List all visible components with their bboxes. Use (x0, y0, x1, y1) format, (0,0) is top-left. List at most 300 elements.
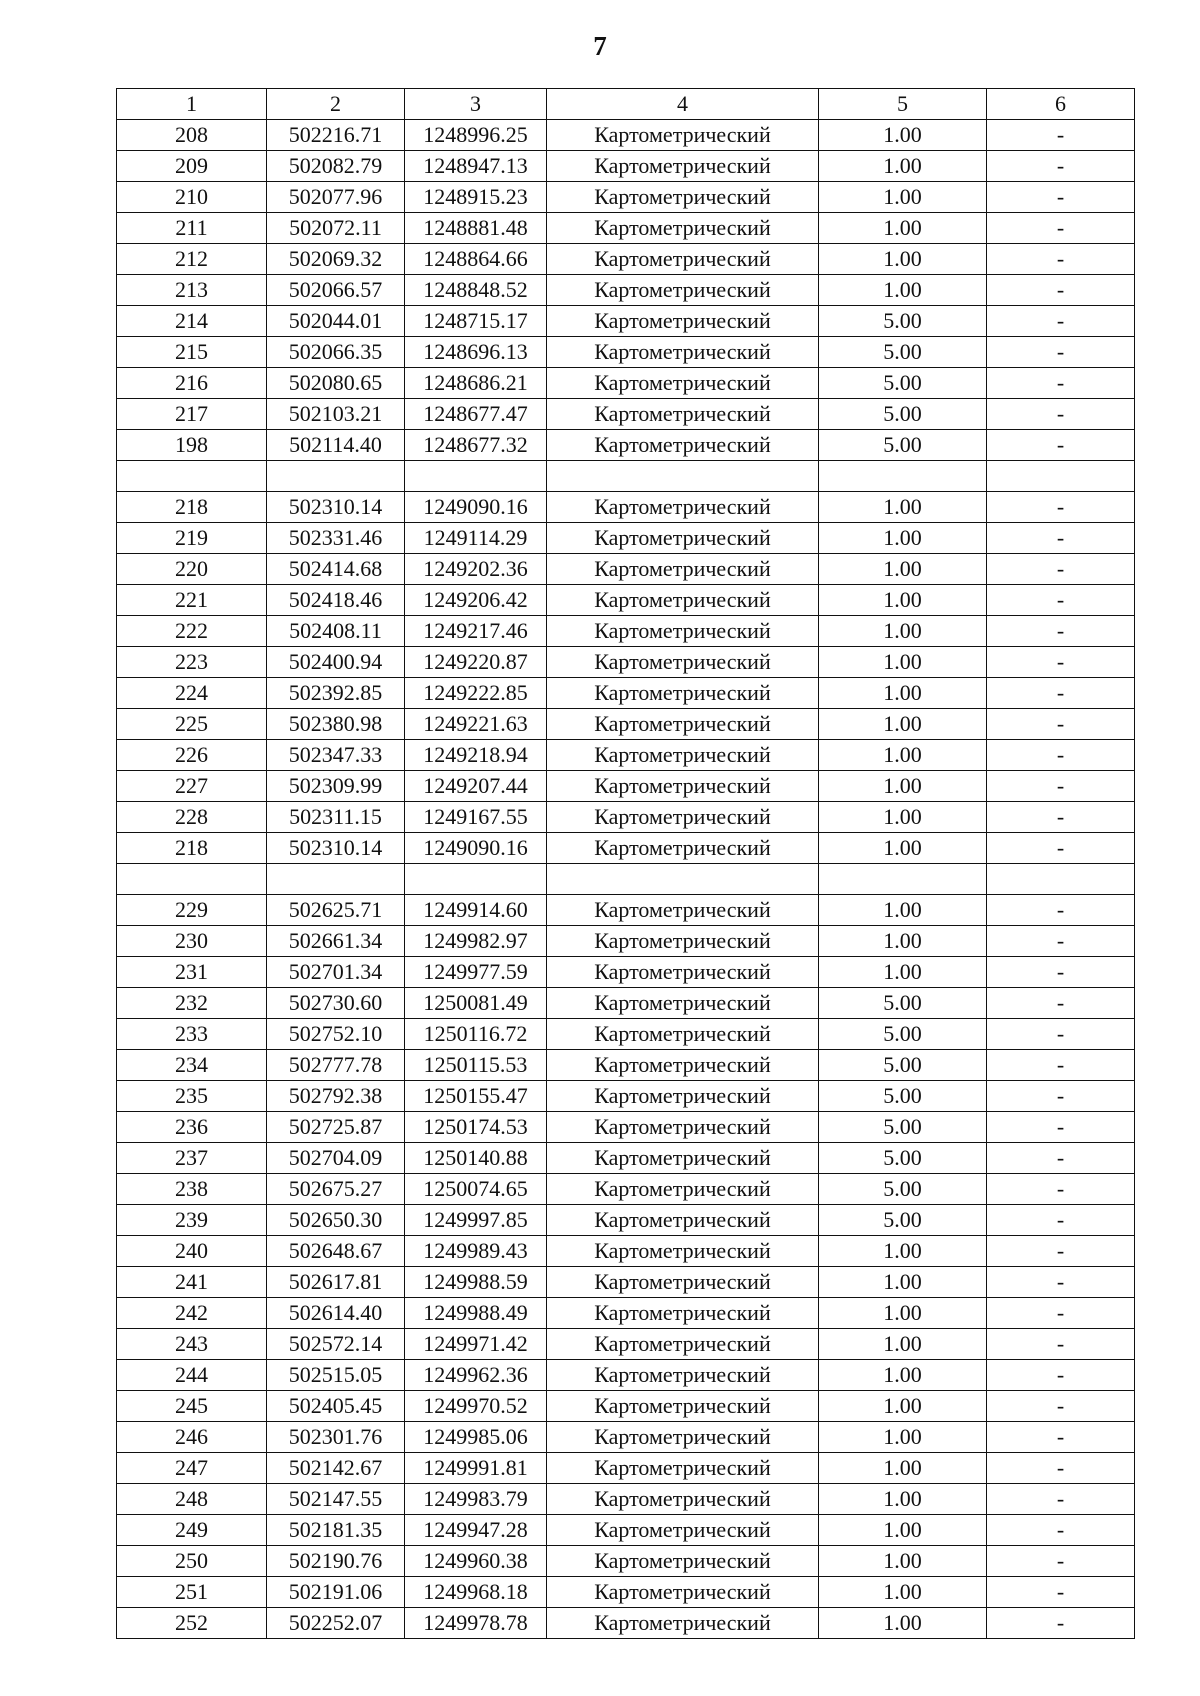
cell-method: Картометрический (547, 1143, 819, 1174)
table-row (117, 1484, 1135, 1515)
cell-method: Картометрический (547, 1205, 819, 1236)
cell-accuracy: 1.00 (819, 1422, 987, 1453)
cell-x-coordinate: 502309.99 (267, 771, 405, 802)
cell-y-coordinate: 1249982.97 (405, 926, 547, 957)
cell-description: - (987, 1205, 1135, 1236)
cell-y-coordinate (405, 461, 547, 492)
cell-method: Картометрический (547, 1422, 819, 1453)
cell-description: - (987, 1422, 1135, 1453)
cell-method: Картометрический (547, 275, 819, 306)
cell-point-number: 221 (117, 585, 267, 616)
table-row (117, 1608, 1135, 1639)
header-cell-3: 3 (405, 89, 547, 120)
cell-description: - (987, 957, 1135, 988)
table-row (117, 213, 1135, 244)
table-row (117, 771, 1135, 802)
table-row (117, 244, 1135, 275)
cell-accuracy: 5.00 (819, 1112, 987, 1143)
cell-description: - (987, 523, 1135, 554)
cell-method: Картометрический (547, 120, 819, 151)
cell-x-coordinate: 502301.76 (267, 1422, 405, 1453)
cell-method: Картометрический (547, 492, 819, 523)
cell-point-number: 223 (117, 647, 267, 678)
cell-description: - (987, 554, 1135, 585)
cell-method: Картометрический (547, 306, 819, 337)
cell-method: Картометрический (547, 926, 819, 957)
table-row (117, 1174, 1135, 1205)
cell-x-coordinate: 502614.40 (267, 1298, 405, 1329)
table-row (117, 368, 1135, 399)
table-row (117, 647, 1135, 678)
cell-method: Картометрический (547, 244, 819, 275)
cell-x-coordinate: 502072.11 (267, 213, 405, 244)
cell-x-coordinate: 502617.81 (267, 1267, 405, 1298)
cell-description: - (987, 368, 1135, 399)
cell-y-coordinate: 1250115.53 (405, 1050, 547, 1081)
cell-y-coordinate: 1249220.87 (405, 647, 547, 678)
table-row (117, 399, 1135, 430)
cell-accuracy: 1.00 (819, 1608, 987, 1639)
cell-point-number: 245 (117, 1391, 267, 1422)
cell-point-number: 218 (117, 833, 267, 864)
cell-point-number: 225 (117, 709, 267, 740)
cell-x-coordinate: 502730.60 (267, 988, 405, 1019)
header-cell-6: 6 (987, 89, 1135, 120)
cell-x-coordinate: 502252.07 (267, 1608, 405, 1639)
cell-y-coordinate: 1250074.65 (405, 1174, 547, 1205)
cell-description: - (987, 1143, 1135, 1174)
cell-description: - (987, 1360, 1135, 1391)
cell-method: Картометрический (547, 399, 819, 430)
cell-description: - (987, 337, 1135, 368)
cell-y-coordinate: 1249221.63 (405, 709, 547, 740)
cell-method: Картометрический (547, 213, 819, 244)
table-row (117, 802, 1135, 833)
cell-x-coordinate: 502310.14 (267, 492, 405, 523)
table-row (117, 306, 1135, 337)
table-row (117, 833, 1135, 864)
cell-accuracy: 1.00 (819, 120, 987, 151)
cell-description: - (987, 1577, 1135, 1608)
cell-accuracy: 1.00 (819, 275, 987, 306)
cell-x-coordinate: 502572.14 (267, 1329, 405, 1360)
cell-accuracy: 1.00 (819, 1391, 987, 1422)
cell-y-coordinate: 1248947.13 (405, 151, 547, 182)
cell-method: Картометрический (547, 182, 819, 213)
cell-y-coordinate: 1249914.60 (405, 895, 547, 926)
table-row (117, 492, 1135, 523)
table-row (117, 616, 1135, 647)
cell-method: Картометрический (547, 368, 819, 399)
cell-accuracy: 1.00 (819, 1329, 987, 1360)
cell-point-number (117, 864, 267, 895)
cell-description: - (987, 1081, 1135, 1112)
cell-x-coordinate (267, 864, 405, 895)
table-row (117, 1515, 1135, 1546)
cell-accuracy: 1.00 (819, 1453, 987, 1484)
cell-description: - (987, 771, 1135, 802)
cell-accuracy: 1.00 (819, 1267, 987, 1298)
cell-description (987, 461, 1135, 492)
cell-y-coordinate: 1248715.17 (405, 306, 547, 337)
cell-point-number: 229 (117, 895, 267, 926)
cell-x-coordinate: 502080.65 (267, 368, 405, 399)
cell-point-number: 250 (117, 1546, 267, 1577)
cell-method: Картометрический (547, 957, 819, 988)
cell-accuracy: 1.00 (819, 740, 987, 771)
cell-method: Картометрический (547, 1577, 819, 1608)
table-row (117, 1143, 1135, 1174)
cell-description: - (987, 1174, 1135, 1205)
table-row (117, 895, 1135, 926)
cell-method: Картометрический (547, 585, 819, 616)
cell-point-number: 252 (117, 1608, 267, 1639)
cell-point-number: 214 (117, 306, 267, 337)
cell-x-coordinate: 502082.79 (267, 151, 405, 182)
cell-description: - (987, 151, 1135, 182)
cell-method: Картометрический (547, 337, 819, 368)
cell-description: - (987, 1391, 1135, 1422)
cell-point-number: 237 (117, 1143, 267, 1174)
table-row (117, 709, 1135, 740)
cell-description: - (987, 647, 1135, 678)
cell-accuracy (819, 864, 987, 895)
cell-description: - (987, 1112, 1135, 1143)
cell-point-number: 239 (117, 1205, 267, 1236)
cell-point-number: 251 (117, 1577, 267, 1608)
cell-description: - (987, 275, 1135, 306)
cell-description: - (987, 1050, 1135, 1081)
cell-method: Картометрический (547, 151, 819, 182)
cell-point-number: 218 (117, 492, 267, 523)
cell-x-coordinate: 502310.14 (267, 833, 405, 864)
table-row (117, 988, 1135, 1019)
header-cell-4: 4 (547, 89, 819, 120)
cell-point-number: 213 (117, 275, 267, 306)
cell-method: Картометрический (547, 740, 819, 771)
cell-accuracy: 1.00 (819, 678, 987, 709)
cell-point-number: 248 (117, 1484, 267, 1515)
cell-y-coordinate: 1248848.52 (405, 275, 547, 306)
cell-x-coordinate: 502044.01 (267, 306, 405, 337)
table-row (117, 585, 1135, 616)
cell-accuracy: 5.00 (819, 399, 987, 430)
page-number: 7 (593, 31, 607, 61)
cell-description: - (987, 1608, 1135, 1639)
cell-x-coordinate: 502777.78 (267, 1050, 405, 1081)
table-row (117, 120, 1135, 151)
table-row (117, 1391, 1135, 1422)
cell-y-coordinate: 1250140.88 (405, 1143, 547, 1174)
cell-point-number: 215 (117, 337, 267, 368)
cell-point-number: 208 (117, 120, 267, 151)
table-row (117, 678, 1135, 709)
cell-x-coordinate: 502066.57 (267, 275, 405, 306)
cell-description: - (987, 1019, 1135, 1050)
cell-y-coordinate: 1249960.38 (405, 1546, 547, 1577)
cell-accuracy: 1.00 (819, 1484, 987, 1515)
cell-x-coordinate: 502661.34 (267, 926, 405, 957)
cell-accuracy: 1.00 (819, 709, 987, 740)
table-row (117, 740, 1135, 771)
header-row (117, 89, 1135, 120)
cell-description: - (987, 244, 1135, 275)
cell-y-coordinate: 1249983.79 (405, 1484, 547, 1515)
cell-point-number: 242 (117, 1298, 267, 1329)
cell-method: Картометрический (547, 1267, 819, 1298)
cell-method: Картометрический (547, 647, 819, 678)
cell-point-number: 233 (117, 1019, 267, 1050)
cell-y-coordinate: 1249947.28 (405, 1515, 547, 1546)
cell-point-number: 211 (117, 213, 267, 244)
table-row (117, 430, 1135, 461)
table-row (117, 1050, 1135, 1081)
cell-description: - (987, 1453, 1135, 1484)
cell-x-coordinate: 502190.76 (267, 1546, 405, 1577)
cell-description: - (987, 120, 1135, 151)
table-row (117, 926, 1135, 957)
cell-method: Картометрический (547, 523, 819, 554)
cell-y-coordinate: 1249167.55 (405, 802, 547, 833)
cell-accuracy: 5.00 (819, 1174, 987, 1205)
table-row (117, 1422, 1135, 1453)
cell-y-coordinate: 1249202.36 (405, 554, 547, 585)
cell-accuracy: 5.00 (819, 1143, 987, 1174)
cell-description: - (987, 306, 1135, 337)
cell-accuracy: 1.00 (819, 1360, 987, 1391)
cell-x-coordinate: 502147.55 (267, 1484, 405, 1515)
cell-point-number (117, 461, 267, 492)
cell-accuracy: 1.00 (819, 554, 987, 585)
cell-y-coordinate: 1249217.46 (405, 616, 547, 647)
cell-method (547, 864, 819, 895)
cell-point-number: 227 (117, 771, 267, 802)
cell-y-coordinate: 1248915.23 (405, 182, 547, 213)
table-row (117, 1081, 1135, 1112)
cell-accuracy: 1.00 (819, 1546, 987, 1577)
cell-accuracy: 1.00 (819, 1515, 987, 1546)
cell-accuracy: 5.00 (819, 430, 987, 461)
cell-x-coordinate: 502648.67 (267, 1236, 405, 1267)
cell-description: - (987, 1484, 1135, 1515)
cell-description: - (987, 1267, 1135, 1298)
table-row (117, 1236, 1135, 1267)
cell-x-coordinate: 502408.11 (267, 616, 405, 647)
cell-point-number: 246 (117, 1422, 267, 1453)
table-header (117, 89, 1135, 120)
cell-point-number: 209 (117, 151, 267, 182)
cell-method: Картометрический (547, 1453, 819, 1484)
cell-accuracy: 1.00 (819, 647, 987, 678)
cell-x-coordinate: 502103.21 (267, 399, 405, 430)
cell-accuracy: 1.00 (819, 926, 987, 957)
cell-accuracy: 1.00 (819, 616, 987, 647)
cell-y-coordinate: 1249968.18 (405, 1577, 547, 1608)
cell-point-number: 222 (117, 616, 267, 647)
cell-point-number: 210 (117, 182, 267, 213)
cell-y-coordinate: 1249991.81 (405, 1453, 547, 1484)
cell-accuracy: 5.00 (819, 1050, 987, 1081)
cell-method: Картометрический (547, 1081, 819, 1112)
cell-method: Картометрический (547, 1484, 819, 1515)
cell-x-coordinate: 502069.32 (267, 244, 405, 275)
cell-accuracy: 1.00 (819, 244, 987, 275)
cell-y-coordinate: 1249970.52 (405, 1391, 547, 1422)
cell-method: Картометрический (547, 771, 819, 802)
cell-y-coordinate: 1249090.16 (405, 492, 547, 523)
cell-accuracy: 5.00 (819, 1205, 987, 1236)
cell-method: Картометрический (547, 1329, 819, 1360)
cell-accuracy: 1.00 (819, 957, 987, 988)
cell-accuracy: 5.00 (819, 1081, 987, 1112)
cell-y-coordinate: 1248677.47 (405, 399, 547, 430)
cell-x-coordinate: 502114.40 (267, 430, 405, 461)
table-row (117, 182, 1135, 213)
cell-y-coordinate: 1250081.49 (405, 988, 547, 1019)
cell-point-number: 232 (117, 988, 267, 1019)
cell-method: Картометрический (547, 1608, 819, 1639)
cell-x-coordinate: 502725.87 (267, 1112, 405, 1143)
cell-description: - (987, 492, 1135, 523)
cell-description: - (987, 1329, 1135, 1360)
cell-x-coordinate: 502380.98 (267, 709, 405, 740)
cell-point-number: 243 (117, 1329, 267, 1360)
cell-x-coordinate: 502405.45 (267, 1391, 405, 1422)
table-row (117, 554, 1135, 585)
cell-method: Картометрический (547, 988, 819, 1019)
cell-description: - (987, 709, 1135, 740)
cell-x-coordinate: 502392.85 (267, 678, 405, 709)
cell-point-number: 220 (117, 554, 267, 585)
cell-x-coordinate: 502650.30 (267, 1205, 405, 1236)
cell-accuracy: 1.00 (819, 1577, 987, 1608)
cell-x-coordinate: 502752.10 (267, 1019, 405, 1050)
cell-description (987, 864, 1135, 895)
cell-method: Картометрический (547, 1236, 819, 1267)
table-row (117, 523, 1135, 554)
cell-x-coordinate: 502347.33 (267, 740, 405, 771)
cell-description: - (987, 988, 1135, 1019)
cell-method: Картометрический (547, 1391, 819, 1422)
table-row (117, 1267, 1135, 1298)
cell-description: - (987, 1515, 1135, 1546)
header-cell-1: 1 (117, 89, 267, 120)
cell-y-coordinate: 1249978.78 (405, 1608, 547, 1639)
cell-point-number: 231 (117, 957, 267, 988)
cell-y-coordinate (405, 864, 547, 895)
cell-method: Картометрический (547, 678, 819, 709)
cell-accuracy: 1.00 (819, 492, 987, 523)
cell-accuracy: 1.00 (819, 833, 987, 864)
cell-x-coordinate: 502515.05 (267, 1360, 405, 1391)
cell-point-number: 235 (117, 1081, 267, 1112)
cell-description: - (987, 616, 1135, 647)
cell-y-coordinate: 1249090.16 (405, 833, 547, 864)
table-row (117, 1112, 1135, 1143)
table-row (117, 151, 1135, 182)
cell-description: - (987, 182, 1135, 213)
cell-description: - (987, 1236, 1135, 1267)
cell-accuracy: 1.00 (819, 1298, 987, 1329)
cell-description: - (987, 1298, 1135, 1329)
cell-accuracy: 1.00 (819, 523, 987, 554)
cell-point-number: 216 (117, 368, 267, 399)
cell-description: - (987, 802, 1135, 833)
cell-accuracy: 5.00 (819, 1019, 987, 1050)
cell-y-coordinate: 1249206.42 (405, 585, 547, 616)
cell-method: Картометрический (547, 709, 819, 740)
cell-description: - (987, 430, 1135, 461)
cell-point-number: 249 (117, 1515, 267, 1546)
table-row (117, 957, 1135, 988)
table-row (117, 1577, 1135, 1608)
cell-method: Картометрический (547, 1174, 819, 1205)
cell-accuracy (819, 461, 987, 492)
table-row (117, 1453, 1135, 1484)
cell-y-coordinate: 1249962.36 (405, 1360, 547, 1391)
cell-method: Картометрический (547, 1515, 819, 1546)
cell-method: Картометрический (547, 1019, 819, 1050)
cell-point-number: 224 (117, 678, 267, 709)
table-row (117, 461, 1135, 492)
cell-description: - (987, 213, 1135, 244)
cell-x-coordinate: 502625.71 (267, 895, 405, 926)
cell-description: - (987, 1546, 1135, 1577)
cell-y-coordinate: 1248996.25 (405, 120, 547, 151)
cell-point-number: 236 (117, 1112, 267, 1143)
cell-accuracy: 1.00 (819, 151, 987, 182)
cell-accuracy: 1.00 (819, 802, 987, 833)
cell-accuracy: 1.00 (819, 585, 987, 616)
cell-method: Картометрический (547, 430, 819, 461)
cell-point-number: 247 (117, 1453, 267, 1484)
cell-y-coordinate: 1250174.53 (405, 1112, 547, 1143)
cell-x-coordinate: 502311.15 (267, 802, 405, 833)
cell-point-number: 226 (117, 740, 267, 771)
cell-description: - (987, 895, 1135, 926)
cell-point-number: 212 (117, 244, 267, 275)
cell-y-coordinate: 1249988.59 (405, 1267, 547, 1298)
table-row (117, 275, 1135, 306)
cell-description: - (987, 926, 1135, 957)
cell-point-number: 238 (117, 1174, 267, 1205)
cell-method: Картометрический (547, 616, 819, 647)
coordinates-table (116, 88, 1135, 1639)
header-cell-5: 5 (819, 89, 987, 120)
cell-method: Картометрический (547, 1360, 819, 1391)
cell-description: - (987, 678, 1135, 709)
cell-description: - (987, 585, 1135, 616)
cell-y-coordinate: 1249988.49 (405, 1298, 547, 1329)
cell-method: Картометрический (547, 554, 819, 585)
cell-point-number: 217 (117, 399, 267, 430)
cell-x-coordinate: 502216.71 (267, 120, 405, 151)
table-row (117, 1298, 1135, 1329)
cell-x-coordinate: 502792.38 (267, 1081, 405, 1112)
cell-point-number: 234 (117, 1050, 267, 1081)
cell-y-coordinate: 1249977.59 (405, 957, 547, 988)
cell-y-coordinate: 1250116.72 (405, 1019, 547, 1050)
cell-point-number: 230 (117, 926, 267, 957)
cell-point-number: 228 (117, 802, 267, 833)
cell-x-coordinate: 502077.96 (267, 182, 405, 213)
cell-y-coordinate: 1248864.66 (405, 244, 547, 275)
cell-y-coordinate: 1249985.06 (405, 1422, 547, 1453)
table-row (117, 1329, 1135, 1360)
cell-method: Картометрический (547, 802, 819, 833)
cell-y-coordinate: 1249207.44 (405, 771, 547, 802)
cell-method: Картометрический (547, 1546, 819, 1577)
